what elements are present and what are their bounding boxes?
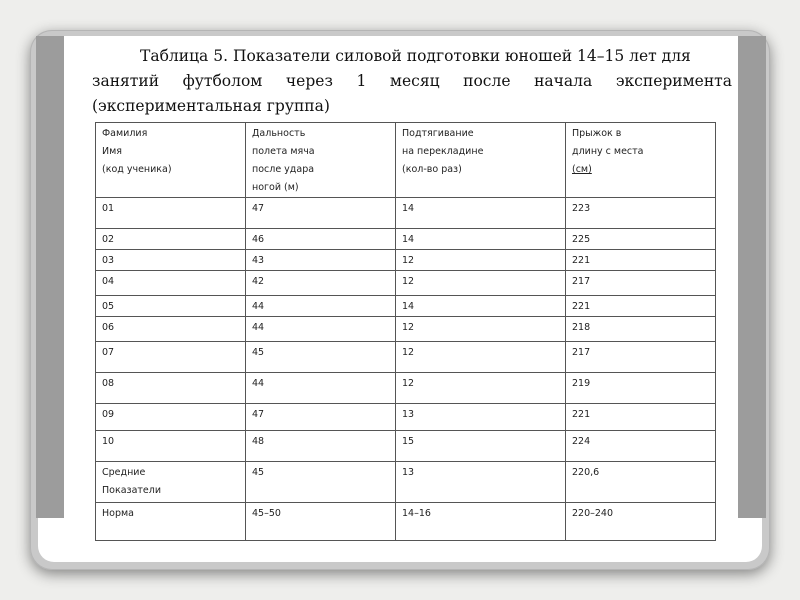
table-row [96,342,716,373]
caption-line-1: Таблица 5. Показатели силовой подготовки юношей 14–15 лет для [140,47,691,65]
cell-jump: 217 [566,342,716,373]
header-text: Подтягивание [402,128,474,139]
header-cell-ball-distance [246,123,396,198]
caption-line-3: (экспериментальная группа) [92,97,330,115]
cell-code: 10 [96,431,246,462]
header-text: ногой (м) [252,182,299,193]
cell-jump: 221 [566,296,716,317]
table-row-average [96,462,716,503]
table-row-norm [96,503,716,541]
cell-pullups: 12 [396,373,566,404]
cell-distance: 45–50 [246,503,396,541]
cell-code: 06 [96,317,246,342]
cell-code: 07 [96,342,246,373]
table-row [96,229,716,250]
header-text: (см) [572,164,592,175]
cell-pullups: 14 [396,296,566,317]
cell-distance: 45 [246,462,396,503]
cell-code: 09 [96,404,246,431]
header-cell-pull-ups [396,123,566,198]
document-page [64,36,738,556]
header-text: длину с места [572,146,644,157]
cell-jump: 219 [566,373,716,404]
cell-norm-label: Норма [96,503,246,541]
header-text: (кол-во раз) [402,164,462,175]
cell-distance: 45 [246,342,396,373]
cell-code: 04 [96,271,246,296]
table-row [96,250,716,271]
cell-distance: 47 [246,404,396,431]
cell-jump: 220,6 [566,462,716,503]
cell-pullups: 14 [396,229,566,250]
cell-code: 05 [96,296,246,317]
table-row [96,296,716,317]
table-row [96,198,716,229]
cell-pullups: 13 [396,462,566,503]
cell-jump: 223 [566,198,716,229]
header-cell-long-jump [566,123,716,198]
cell-pullups: 14 [396,198,566,229]
cell-distance: 48 [246,431,396,462]
cell-distance: 47 [246,198,396,229]
table-header-row [96,123,716,198]
right-gray-bar [738,36,766,518]
cell-distance: 44 [246,373,396,404]
table-row [96,271,716,296]
cell-jump: 218 [566,317,716,342]
cell-code: 02 [96,229,246,250]
header-text: Фамилия [102,128,148,139]
table-row [96,404,716,431]
cell-jump: 225 [566,229,716,250]
table-caption [92,44,732,119]
cell-pullups: 12 [396,271,566,296]
cell-code: 08 [96,373,246,404]
cell-distance: 44 [246,296,396,317]
results-table [95,122,716,541]
cell-average-label [96,462,246,503]
cell-pullups: 15 [396,431,566,462]
average-label-line: Показатели [102,485,162,496]
cell-pullups: 12 [396,317,566,342]
cell-jump: 220–240 [566,503,716,541]
header-text: после удара [252,164,315,175]
cell-jump: 221 [566,250,716,271]
cell-distance: 43 [246,250,396,271]
cell-distance: 44 [246,317,396,342]
header-cell-name [96,123,246,198]
caption-line-2: занятий футболом через 1 месяц после начала эксперимента [92,72,732,90]
cell-code: 03 [96,250,246,271]
header-text: Прыжок в [572,128,622,139]
cell-pullups: 14–16 [396,503,566,541]
average-label-line: Средние [102,467,146,478]
table-row [96,373,716,404]
cell-code: 01 [96,198,246,229]
cell-distance: 42 [246,271,396,296]
header-text: (код ученика) [102,164,172,175]
header-text: на перекладине [402,146,484,157]
cell-pullups: 12 [396,342,566,373]
table-row [96,317,716,342]
cell-jump: 224 [566,431,716,462]
table-row [96,431,716,462]
cell-pullups: 12 [396,250,566,271]
cell-jump: 217 [566,271,716,296]
header-text: полета мяча [252,146,315,157]
header-text: Имя [102,146,122,157]
cell-jump: 221 [566,404,716,431]
left-gray-bar [36,36,64,518]
cell-pullups: 13 [396,404,566,431]
header-text: Дальность [252,128,306,139]
cell-distance: 46 [246,229,396,250]
